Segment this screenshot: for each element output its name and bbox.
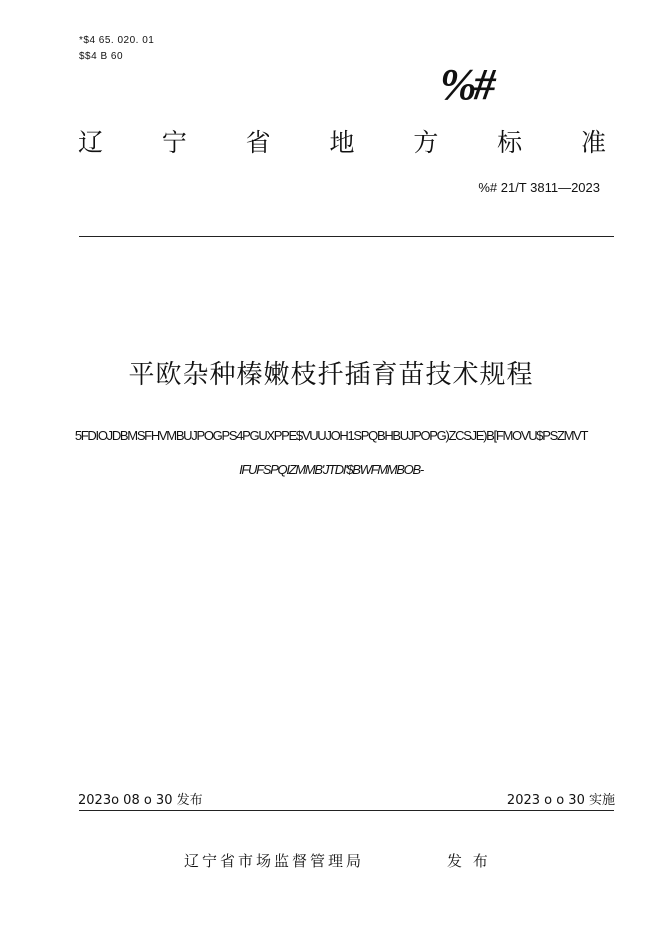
implementation-date: 2023 o o 30 实施 — [506, 793, 615, 808]
standard-category-title — [78, 126, 606, 160]
standard-category-char: 省 — [245, 128, 271, 157]
document-title: 平欧杂种榛嫩枝扦插育苗技术规程 — [128, 360, 534, 390]
english-title-line-1: 5FDIOJDBMSFHVMBUJPOGPS4PGUXPPE$VUUJOH1SPQBHBUJPOPG)ZCSJE)B[FMOVU$PSZMVT — [74, 428, 588, 443]
ccs-code: $$4 B 60 — [79, 51, 124, 62]
standard-category-char: 辽 — [78, 128, 104, 157]
issued-label: 发 布 — [447, 852, 491, 870]
footer-divider — [79, 810, 614, 811]
standard-category-char: 宁 — [161, 128, 187, 157]
standard-category-char: 方 — [413, 128, 439, 157]
standard-category-char: 地 — [329, 128, 355, 157]
issuing-authority: 辽宁省市场监督管理局 — [184, 852, 365, 870]
header-divider — [79, 236, 614, 237]
ics-code: *$4 65. 020. 01 — [79, 35, 155, 46]
english-title-line-2: IFUFSPQIZMMB'JTDI'$BWFMMBOB- — [239, 462, 423, 477]
standard-number: %# 21/T 3811—2023 — [478, 180, 600, 195]
standard-category-char: 标 — [497, 128, 523, 157]
standard-logo: %# — [440, 60, 493, 109]
standard-category-char: 准 — [580, 128, 606, 157]
issue-date: 2023o 08 o 30 发布 — [78, 793, 203, 808]
